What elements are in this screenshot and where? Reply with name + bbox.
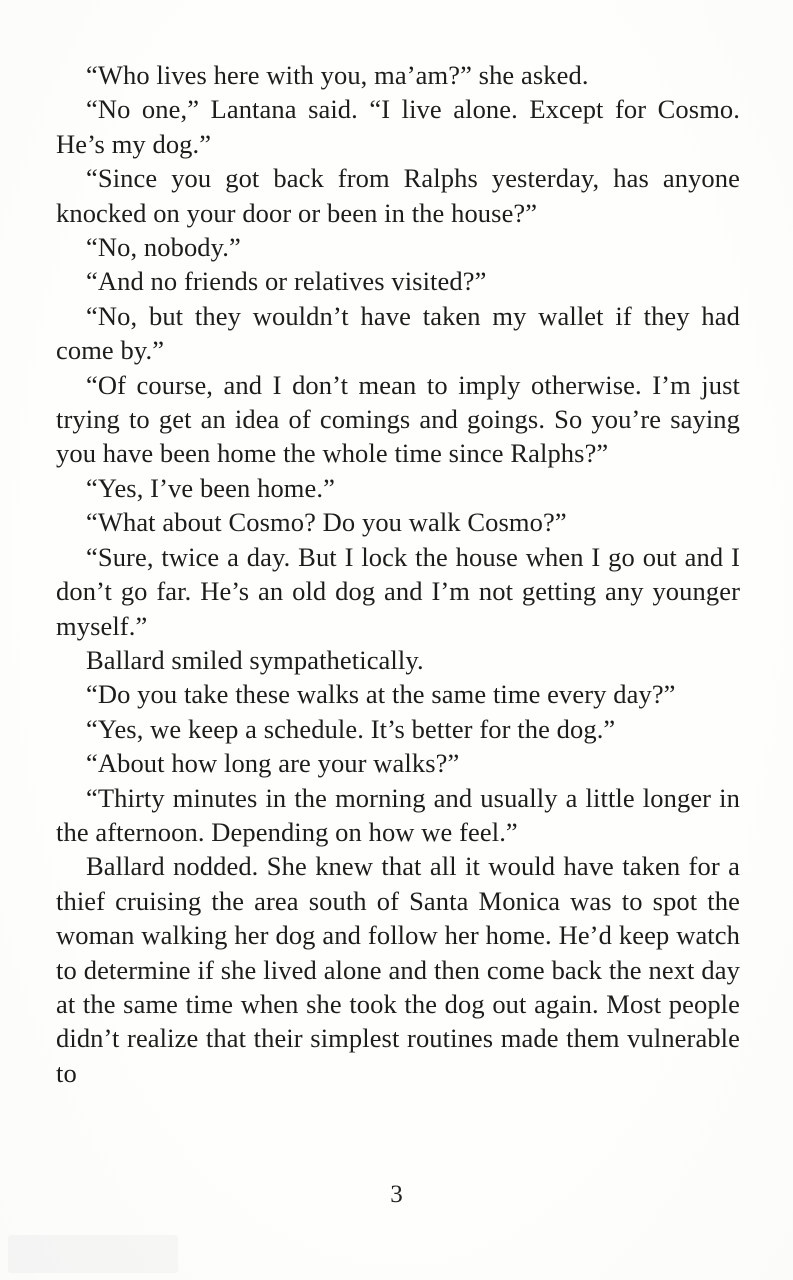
paragraph: “No one,” Lantana said. “I live alone. Except for Cosmo. He’s my dog.” (56, 94, 740, 159)
paragraph: “Yes, we keep a schedule. It’s better for the dog.” (86, 713, 616, 744)
page-number: 3 (390, 1181, 403, 1208)
paragraph: “No, but they wouldn’t have taken my wallet if they had come by.” (56, 300, 740, 366)
paragraph: “About how long are your walks?” (86, 748, 460, 779)
paragraph: “Yes, I’ve been home.” (86, 472, 335, 503)
paragraph: “Since you got back from Ralphs yesterday, has anyone knocked on your door or been in the house?” (56, 163, 740, 228)
paragraph: “Thirty minutes in the morning and usually a little longer in the afternoon. Depending on how we feel.” (56, 782, 740, 847)
paragraph: “Do you take these walks at the same time every day?” (86, 679, 676, 710)
paragraph: “And no friends or relatives visited?” (86, 266, 487, 297)
paragraph: “Of course, and I don’t mean to imply otherwise. I’m just trying to get an idea of comings and goings. So you’re saying you have been home the whole time since Ralphs?” (56, 369, 740, 469)
paragraph: “Who lives here with you, ma’am?” she asked. (86, 60, 589, 90)
scan-artifact (8, 1235, 178, 1273)
paragraph: “No, nobody.” (86, 232, 241, 263)
paragraph: Ballard smiled sympathetically. (86, 644, 424, 675)
paragraph: “Sure, twice a day. But I lock the house when I go out and I don’t go far. He’s an old dog and I’m not getting any younger myself.” (56, 541, 740, 641)
paragraph: “What about Cosmo? Do you walk Cosmo?” (86, 507, 567, 538)
body-text (56, 58, 740, 1090)
paragraph: Ballard nodded. She knew that all it would have taken for a thief cruising the area south of Santa Monica was to spot the woman walking her dog and follow her home. He’d keep watch to determine if she lived alone and then come back the next day at the same time when she took the dog out again. Most people didn’t realize that their simplest routines made them vulnerable to (56, 851, 740, 1088)
